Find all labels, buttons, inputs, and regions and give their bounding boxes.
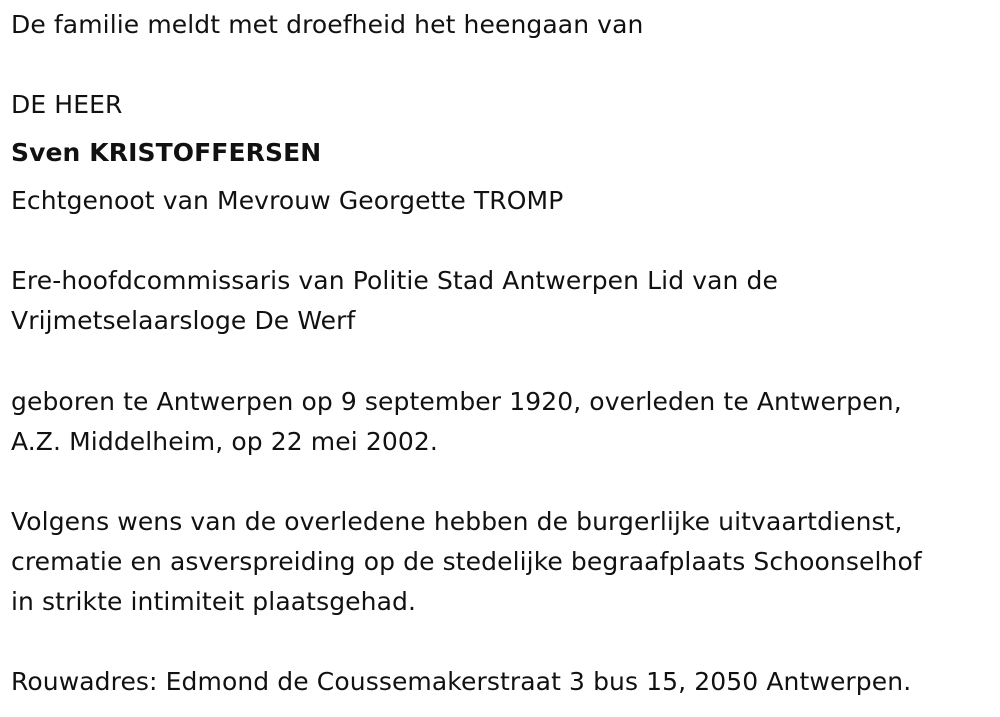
titles-line-2: Vrijmetselaarsloge De Werf	[11, 306, 356, 335]
honorific: DE HEER	[11, 90, 123, 119]
ceremony-line-1: Volgens wens van de overledene hebben de burgerlijke uitvaartdienst,	[11, 507, 903, 536]
ceremony-line-3: in strikte intimiteit plaatsgehad.	[11, 587, 417, 616]
spouse-line: Echtgenoot van Mevrouw Georgette TROMP	[11, 186, 564, 215]
deceased-name: Sven KRISTOFFERSEN	[11, 138, 322, 167]
ceremony-line-2: crematie en asverspreiding op de stedelijke begraafplaats Schoonselhof	[11, 547, 922, 576]
titles-line-1: Ere-hoofdcommissaris van Politie Stad Antwerpen Lid van de	[11, 266, 778, 295]
dates-line-1: geboren te Antwerpen op 9 september 1920, overleden te Antwerpen,	[11, 387, 902, 416]
intro-text: De familie meldt met droefheid het heengaan van	[11, 10, 644, 39]
dates-line-2: A.Z. Middelheim, op 22 mei 2002.	[11, 427, 438, 456]
address-line: Rouwadres: Edmond de Coussemakerstraat 3 bus 15, 2050 Antwerpen.	[11, 667, 912, 696]
